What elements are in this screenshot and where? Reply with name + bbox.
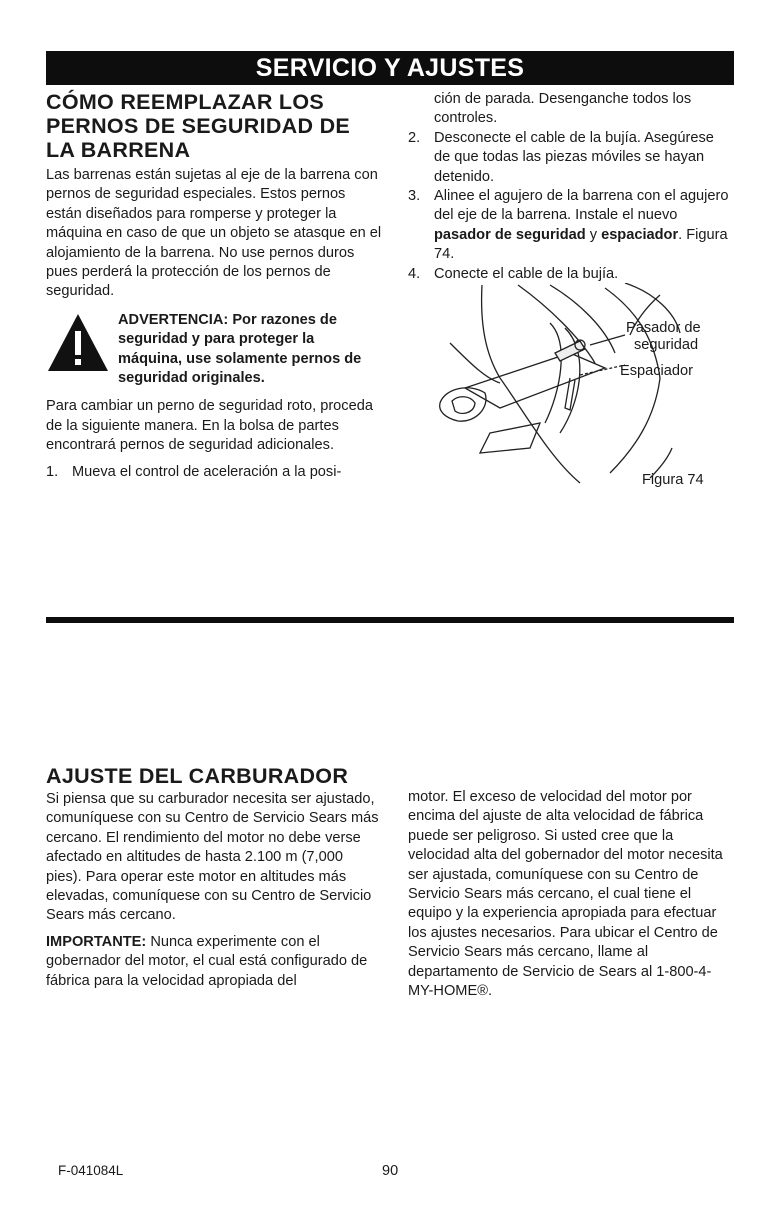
step3-mid: y xyxy=(589,226,598,243)
section2-right-column xyxy=(408,788,734,1001)
label-shear-pin-line2: seguridad xyxy=(634,337,699,353)
step-text: Mueva el control de aceleración a la posi- xyxy=(72,463,342,480)
section-banner: SERVICIO Y AJUSTES xyxy=(46,51,734,85)
step-text xyxy=(434,188,729,262)
step-item xyxy=(408,187,734,265)
label-spacer: Espaciador xyxy=(620,363,694,379)
warning-body: Por razones de seguridad y para proteger la máquina, use solamente pernos de seguridad originales. xyxy=(118,311,362,387)
section1-title-line: CÓMO REEMPLAZAR LOS xyxy=(46,90,325,114)
section1-para2: Para cambiar un perno de seguridad roto, proceda de la siguiente manera. En la bolsa de partes encontrará pernos de seguridad adicionales. xyxy=(46,398,373,454)
warning-lead: ADVERTENCIA: xyxy=(118,311,229,328)
steps-list-part1 xyxy=(46,463,382,482)
page-number: 90 xyxy=(382,1163,399,1179)
important-lead: IMPORTANTE: xyxy=(46,933,147,950)
section2-para1: Si piensa que su carburador necesita ser ajustado, comuníquese con su Centro de Servicio Sears más cercano. El rendimiento del motor no debe verse afectado en altitudes de hasta 2.100 m (7,000 pies). Para operar este motor en altitudes más elevadas, comuníquese con su Centro de Servicio Sears más cercano. xyxy=(46,791,379,924)
steps-list-part2 xyxy=(408,129,734,284)
step-item xyxy=(408,129,734,187)
figure-caption: Figura 74 xyxy=(642,472,704,488)
section2-title: AJUSTE DEL CARBURADOR xyxy=(46,764,349,788)
step3-bold-pin: pasador de seguridad xyxy=(434,226,586,243)
step3-post: . Figura 74. xyxy=(434,226,728,263)
section2-left-column xyxy=(46,764,382,991)
step-text: Conecte el cable de la bujía. xyxy=(434,265,619,282)
section1-left-column xyxy=(46,90,382,482)
step-number: 3. xyxy=(408,188,421,205)
section1-right-column xyxy=(408,90,734,284)
step-number: 2. xyxy=(408,129,421,146)
step-number: 4. xyxy=(408,265,421,282)
auger-illustration xyxy=(430,283,730,488)
section-divider xyxy=(46,617,734,623)
warning-block xyxy=(46,311,382,389)
step3-pre: Alinee el agujero de la barrena con el agujero del eje de la barrena. Instale el nuevo xyxy=(434,188,729,224)
label-shear-pin-line1: Pasador de xyxy=(626,320,701,336)
section1-title xyxy=(46,90,382,162)
important-continued: motor. El exceso de velocidad del motor por encima del ajuste de alta velocidad de fábrica puede ser peligroso. Si usted cree que la velocidad alta del gobernador del motor necesita ser ajustada, comuníquese con su Centro de Servicio Sears más cercano, el cual tiene el equipo y la experiencia apropiada para efectuar los ajustes necesarios. Para ubicar el Centro de Servicio Sears más cercano, llame al departamento de Servicio de Sears al 1-800-4-MY-HOME®. xyxy=(408,789,723,1000)
section1-title-line: PERNOS DE SEGURIDAD DE xyxy=(46,114,351,138)
warning-triangle-icon xyxy=(46,311,110,373)
step-number: 1. xyxy=(46,463,59,480)
step-item xyxy=(408,265,734,284)
important-start: IMPORTANTE: Nunca experimente con el gobernador del motor, el cual está configurado de fábrica para la velocidad apropiada del xyxy=(46,933,368,989)
section1-intro: Las barrenas están sujetas al eje de la barrena con pernos de seguridad especiales. Estos pernos están diseñados para romperse y proteger la máquina en caso de que un objeto se atasque en el alojamiento de la barrena. No use pernos duros pues perderá la protección de los pernos de seguridad. xyxy=(46,167,382,300)
step-item xyxy=(46,463,382,482)
step1-continued: ción de parada. Desenganche todos los controles. xyxy=(434,91,692,127)
step3-bold-spacer: espaciador xyxy=(601,226,679,243)
section1-title-line: LA BARRENA xyxy=(46,138,191,162)
document-code: F-041084L xyxy=(58,1163,124,1178)
figure-74 xyxy=(430,283,730,488)
step-text: Desconecte el cable de la bujía. Asegúrese de que todas las piezas móviles se hayan detenido. xyxy=(434,129,714,185)
